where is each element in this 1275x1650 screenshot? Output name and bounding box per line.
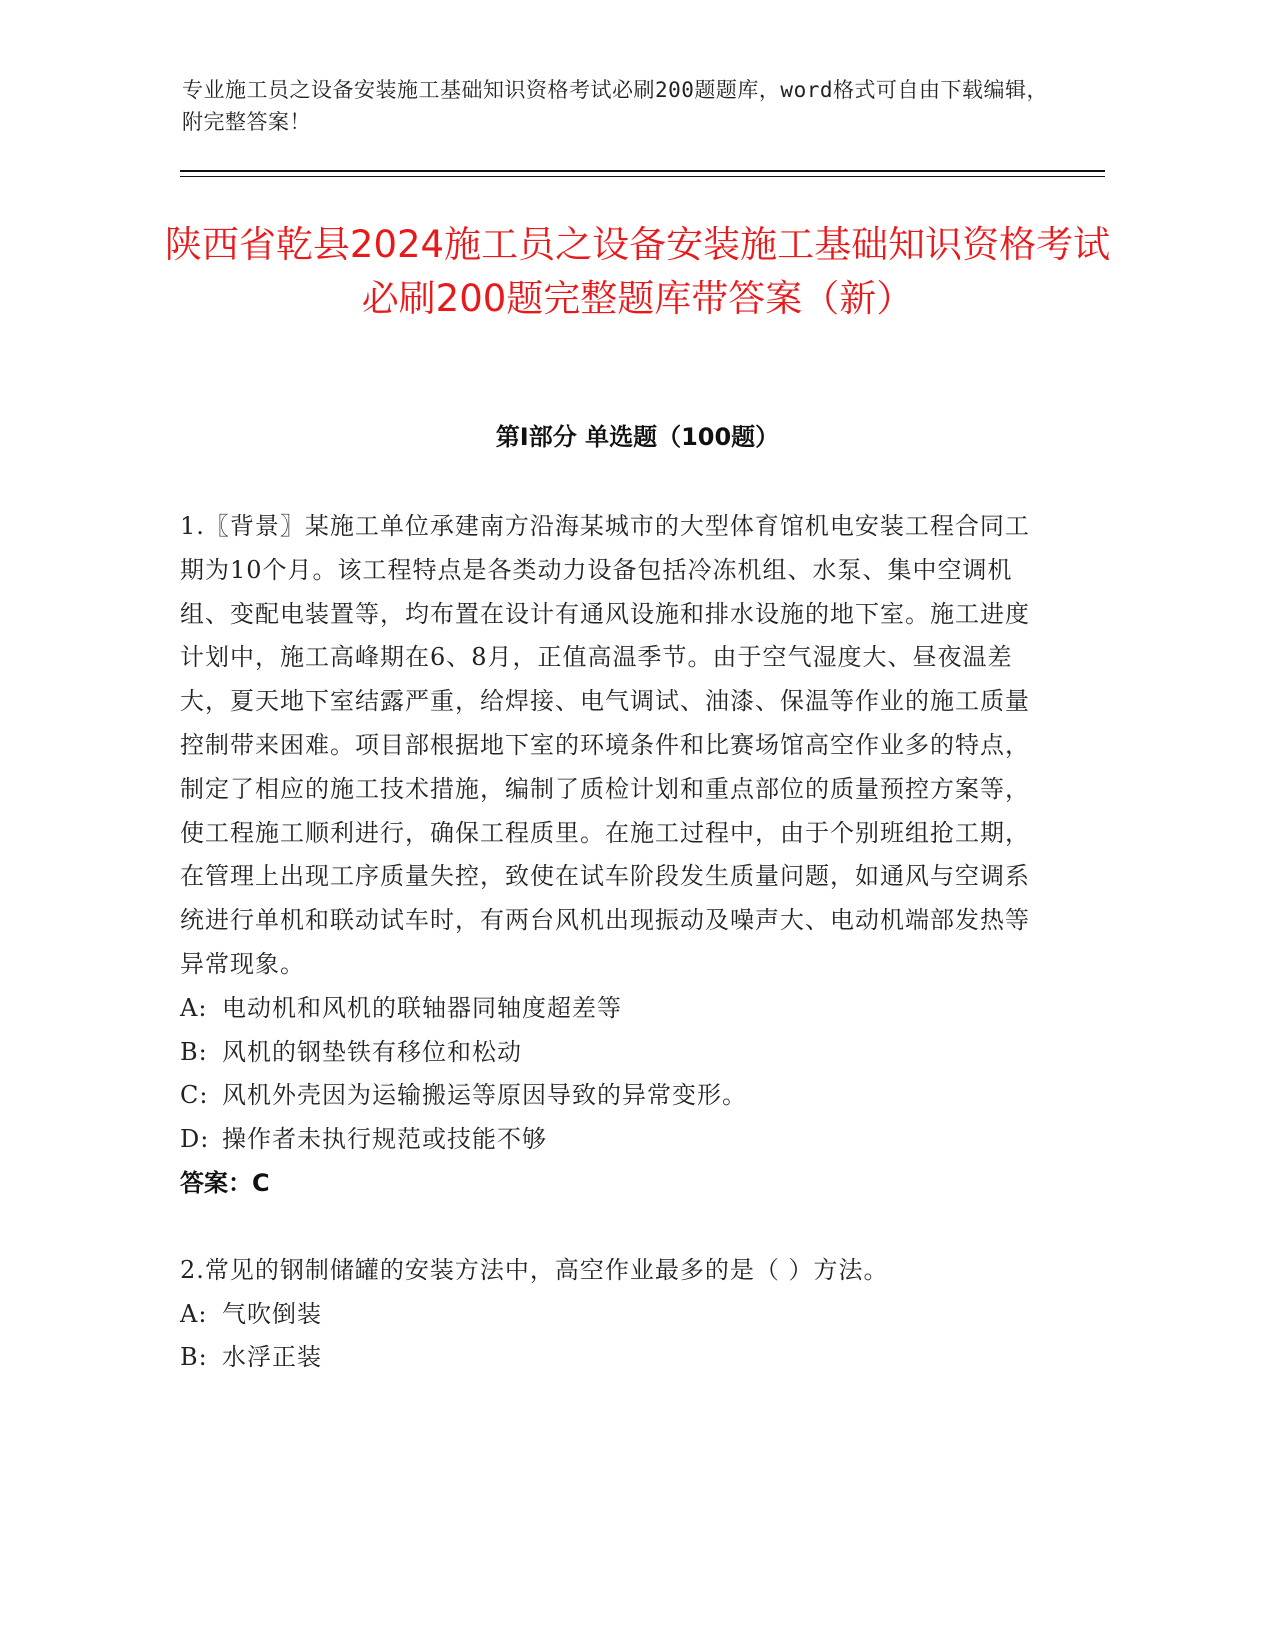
option-a [180, 1293, 1040, 1337]
option-label: A: [180, 993, 208, 1022]
question-text: 2.常见的钢制储罐的安装方法中，高空作业最多的是（ ）方法。 [180, 1255, 889, 1284]
question-2 [180, 1249, 1040, 1380]
header-divider-thin [180, 176, 1105, 177]
header-divider-thick [180, 170, 1105, 172]
option-b [180, 1336, 1040, 1380]
question-list [180, 505, 1040, 1380]
option-label: D: [180, 1125, 210, 1154]
option-a [180, 987, 1040, 1031]
option-d [180, 1118, 1040, 1162]
option-label: B: [180, 1343, 208, 1372]
option-text: 风机的钢垫铁有移位和松动 [222, 1037, 522, 1066]
option-text: 操作者未执行规范或技能不够 [222, 1125, 547, 1154]
option-b [180, 1031, 1040, 1075]
option-c [180, 1074, 1040, 1118]
section-title: 第I部分 单选题（100题） [495, 423, 780, 451]
option-label: B: [180, 1037, 208, 1066]
option-text: 气吹倒装 [222, 1299, 322, 1328]
option-label: C: [180, 1081, 209, 1110]
option-text: 风机外壳因为运输搬运等原因导致的异常变形。 [222, 1081, 747, 1110]
option-label: A: [180, 1299, 208, 1328]
option-text: 电动机和风机的联轴器同轴度超差等 [222, 993, 622, 1022]
question-1 [180, 505, 1040, 1206]
document-title: 陕西省乾县2024施工员之设备安装施工基础知识资格考试必刷200题完整题库带答案（新） [164, 223, 1111, 320]
option-text: 水浮正装 [222, 1343, 322, 1372]
question-text: 1.〖背景〗某施工单位承建南方沿海某城市的大型体育馆机电安装工程合同工期为10个月。该工程特点是各类动力设备包括冷冻机组、水泵、集中空调机组、变配电装置等，均布置在设计有通风设施和排水设施的地下室。施工进度计划中，施工高峰期在6、8月，正值高温季节。由于空气湿度大、昼夜温差大，夏天地下室结露严重，给焊接、电气调试、油漆、保温等作业的施工质量控制带来困难。项目部根据地下室的环境条件和比赛场馆高空作业多的特点，制定了相应的施工技术措施，编制了质检计划和重点部位的质量预控方案等，使工程施工顺利进行，确保工程质里。在施工过程中，由于个别班组抢工期，在管理上出现工序质量失控，致使在试车阶段发生质量问题，如通风与空调系统进行单机和联动试车时，有两台风机出现振动及噪声大、电动机端部发热等异常现象。 [180, 512, 1030, 978]
header-note: 专业施工员之设备安装施工基础知识资格考试必刷200题题库，word格式可自由下载编辑，附完整答案！ [182, 78, 1048, 134]
answer-line: 答案：C [180, 1168, 270, 1197]
